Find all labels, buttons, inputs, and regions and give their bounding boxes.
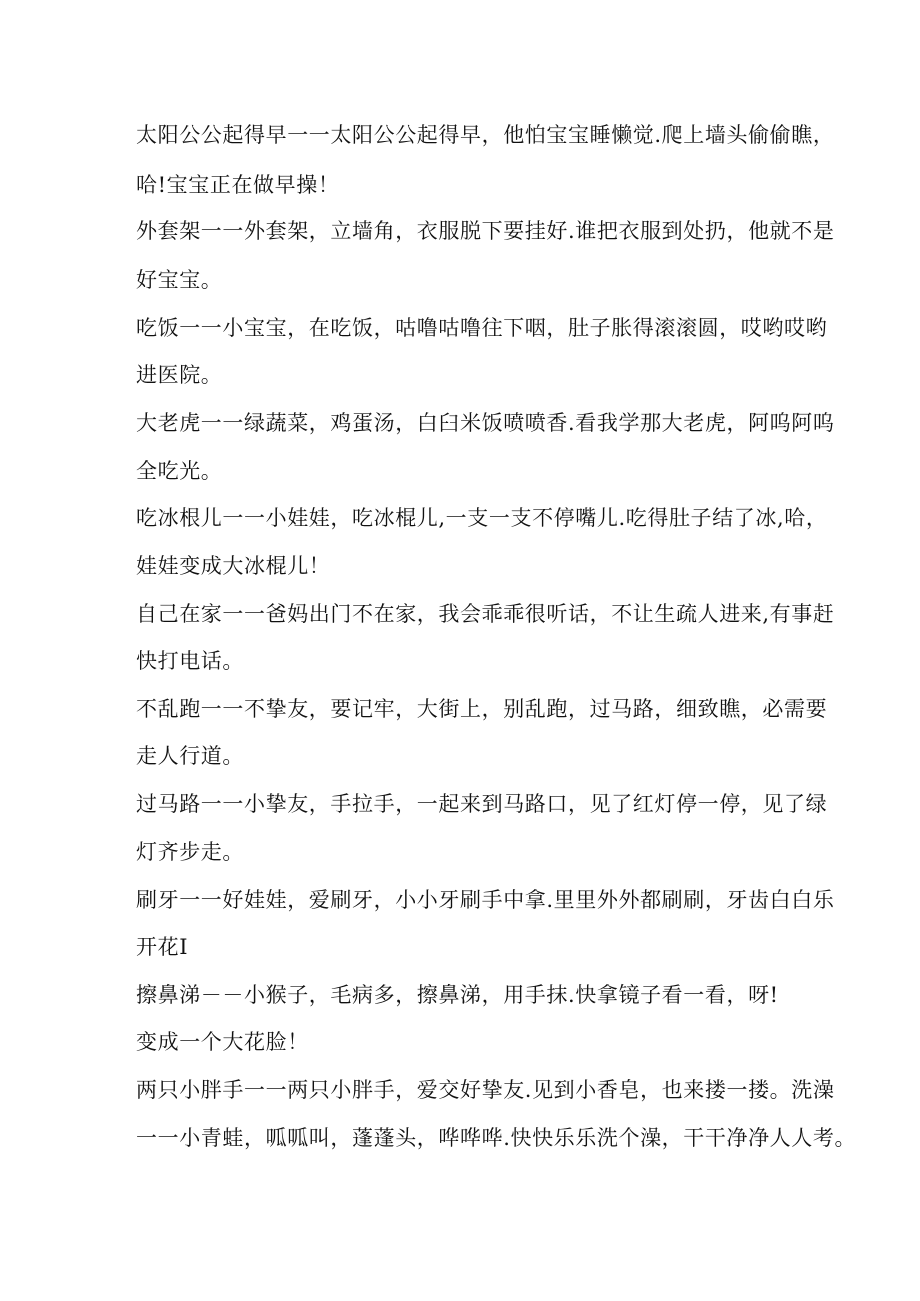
text-line: 开花I (136, 935, 189, 959)
text-line: 好宝宝。 (136, 268, 223, 292)
text-line: 太阳公公起得早一一太阳公公起得早，他怕宝宝睡懒觉.爬上墙头偷偷瞧， (136, 123, 835, 147)
text-line: 擦鼻涕－－小猴子，毛病多，擦鼻涕，用手抹.快拿镜子看一看，呀! (136, 983, 779, 1007)
text-line: 哈!宝宝正在做早操！ (136, 173, 340, 197)
text-line: 过马路一一小挚友，手拉手，一起来到马路口，见了红灯停一停，见了绿 (136, 792, 828, 816)
text-line: 走人行道。 (136, 744, 244, 768)
text-line: 吃冰根儿一一小娃娃，吃冰棍儿,一支一支不停嘴儿.吃得肚子结了冰,哈， (136, 506, 828, 530)
text-line: 快打电话。 (136, 649, 244, 673)
text-line: 全吃光。 (136, 459, 223, 483)
text-line: 吃饭一一小宝宝，在吃饭，咕噜咕噜往下咽，肚子胀得滚滚圆，哎哟哎哟 (136, 316, 828, 340)
text-line: 进医院。 (136, 363, 223, 387)
text-line: 大老虎一一绿蔬菜，鸡蛋汤，白臼米饭喷喷香.看我学那大老虎，阿呜阿呜 (136, 411, 835, 435)
text-line: 自己在家一一爸妈出门不在家，我会乖乖很听话，不让生疏人进来,有事赶 (136, 602, 835, 626)
text-line: 刷牙一一好娃娃，爱刷牙，小小牙刷手中拿.里里外外都刷刷，牙齿白白乐 (136, 888, 835, 912)
text-line: 一一小青蛙，呱呱叫，蓬蓬头，哗哗哗.快快乐乐洗个澡，干干净净人人考。 (136, 1126, 857, 1150)
text-line: 变成一个大花脸！ (136, 1030, 309, 1054)
text-line: 灯齐步走。 (136, 840, 244, 864)
text-line: 娃娃变成大冰棍儿！ (136, 554, 331, 578)
text-line: 不乱跑一一不挚友，要记牢，大街上，别乱跑，过马路，细致瞧，必需要 (136, 697, 828, 721)
text-line: 两只小胖手一一两只小胖手，爱交好挚友.见到小香皂，也来搂一搂。洗澡 (136, 1078, 835, 1102)
text-line: 外套架一一外套架，立墙角，衣服脱下要挂好.谁把衣服到处扔，他就不是 (136, 219, 835, 243)
